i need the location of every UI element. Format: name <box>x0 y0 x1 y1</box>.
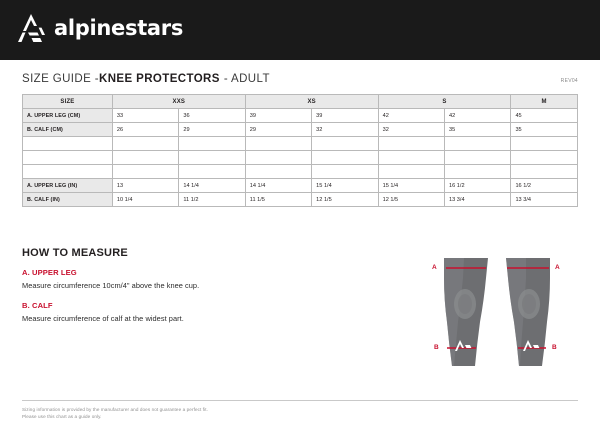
table-cell-empty <box>245 165 311 179</box>
table-cell: 16 1/2 <box>445 179 511 193</box>
table-cell: 14 1/4 <box>245 179 311 193</box>
table-cell-empty <box>112 137 178 151</box>
label-left-upper-leg: A <box>432 264 437 271</box>
how-to-measure-section <box>22 247 322 334</box>
leg-illustration <box>416 248 576 374</box>
table-cell-empty <box>179 151 245 165</box>
size-table-body <box>23 109 578 207</box>
table-cell: 13 3/4 <box>445 193 511 207</box>
table-cell: 42 <box>378 109 444 123</box>
table-cell-empty <box>112 151 178 165</box>
measure-section-title-a: A. UPPER LEG <box>22 268 77 277</box>
brand-header <box>0 0 600 60</box>
table-row <box>23 179 578 193</box>
table-cell-empty <box>23 165 113 179</box>
table-cell-empty <box>112 165 178 179</box>
alpinestars-logo-icon <box>14 12 48 46</box>
table-cell: 39 <box>312 109 378 123</box>
page-title-prefix: SIZE GUIDE - <box>22 73 100 85</box>
table-cell: 35 <box>511 123 577 137</box>
table-cell-empty <box>445 165 511 179</box>
table-cell: 29 <box>245 123 311 137</box>
table-row <box>23 109 578 123</box>
table-cell-empty <box>179 165 245 179</box>
how-to-measure-heading: HOW TO MEASURE <box>22 247 128 259</box>
table-cell: 32 <box>312 123 378 137</box>
table-row <box>23 123 578 137</box>
table-cell: 35 <box>445 123 511 137</box>
table-cell-empty <box>23 151 113 165</box>
table-cell: 36 <box>179 109 245 123</box>
table-cell: 11 1/5 <box>245 193 311 207</box>
size-table <box>22 94 578 207</box>
label-right-upper-leg: A <box>555 264 560 271</box>
table-row-label: B. CALF (IN) <box>23 193 113 207</box>
table-cell-empty <box>312 165 378 179</box>
table-cell-empty <box>511 151 577 165</box>
table-cell: 42 <box>445 109 511 123</box>
measure-section-text-b: Measure circumference of calf at the widest part. <box>22 314 184 323</box>
table-cell: 15 1/4 <box>312 179 378 193</box>
table-cell: 12 1/5 <box>378 193 444 207</box>
table-cell: 45 <box>511 109 577 123</box>
table-cell: 13 <box>112 179 178 193</box>
table-row-label: A. UPPER LEG (CM) <box>23 109 113 123</box>
table-cell: 32 <box>378 123 444 137</box>
footer-divider <box>22 400 578 401</box>
table-col-header: XXS <box>112 95 245 109</box>
table-cell-empty <box>378 165 444 179</box>
table-cell: 33 <box>112 109 178 123</box>
page-title: KNEE PROTECTORS <box>99 73 220 85</box>
footer-line-1: Sizing information is provided by the manufacturer and does not guarantee a perfect fit. <box>22 407 209 412</box>
size-table-wrapper <box>22 94 578 207</box>
table-row-label: B. CALF (CM) <box>23 123 113 137</box>
table-cell: 15 1/4 <box>378 179 444 193</box>
table-cell: 14 1/4 <box>179 179 245 193</box>
table-cell-empty <box>179 137 245 151</box>
table-cell-empty <box>245 151 311 165</box>
table-col-header: XS <box>245 95 378 109</box>
table-header-row <box>23 95 578 109</box>
table-col-header: S <box>378 95 511 109</box>
table-cell: 29 <box>179 123 245 137</box>
document-title-row <box>22 73 578 85</box>
revision-label: REV04 <box>560 78 578 84</box>
table-cell: 26 <box>112 123 178 137</box>
label-left-calf: B <box>434 344 439 351</box>
table-cell: 13 3/4 <box>511 193 577 207</box>
right-leg-shape <box>506 258 550 366</box>
table-cell-empty <box>378 137 444 151</box>
table-cell-empty <box>23 137 113 151</box>
table-cell-empty <box>511 137 577 151</box>
brand-logo <box>14 12 183 46</box>
table-cell-empty <box>511 165 577 179</box>
table-col-header: M <box>511 95 577 109</box>
label-right-calf: B <box>552 344 557 351</box>
table-cell: 16 1/2 <box>511 179 577 193</box>
table-row <box>23 151 578 165</box>
table-cell-empty <box>378 151 444 165</box>
table-cell-empty <box>445 137 511 151</box>
table-row <box>23 193 578 207</box>
table-cell-empty <box>445 151 511 165</box>
table-cell-empty <box>245 137 311 151</box>
table-cell-empty <box>312 151 378 165</box>
page-title-suffix: - ADULT <box>223 73 270 85</box>
table-row <box>23 165 578 179</box>
table-cell-empty <box>312 137 378 151</box>
table-cell: 11 1/2 <box>179 193 245 207</box>
table-cell: 39 <box>245 109 311 123</box>
table-cell: 10 1/4 <box>112 193 178 207</box>
footer-line-2: Please use this chart as a guide only. <box>22 414 102 420</box>
table-cell: 12 1/5 <box>312 193 378 207</box>
footer-disclaimer <box>22 406 208 420</box>
table-row <box>23 137 578 151</box>
left-leg-shape <box>444 258 488 366</box>
table-col-header: SIZE <box>23 95 113 109</box>
table-row-label: A. UPPER LEG (IN) <box>23 179 113 193</box>
brand-name: alpinestars <box>54 15 184 40</box>
measure-section-text-a: Measure circumference 10cm/4" above the knee cup. <box>22 281 200 290</box>
measure-section-title-b: B. CALF <box>22 301 53 310</box>
